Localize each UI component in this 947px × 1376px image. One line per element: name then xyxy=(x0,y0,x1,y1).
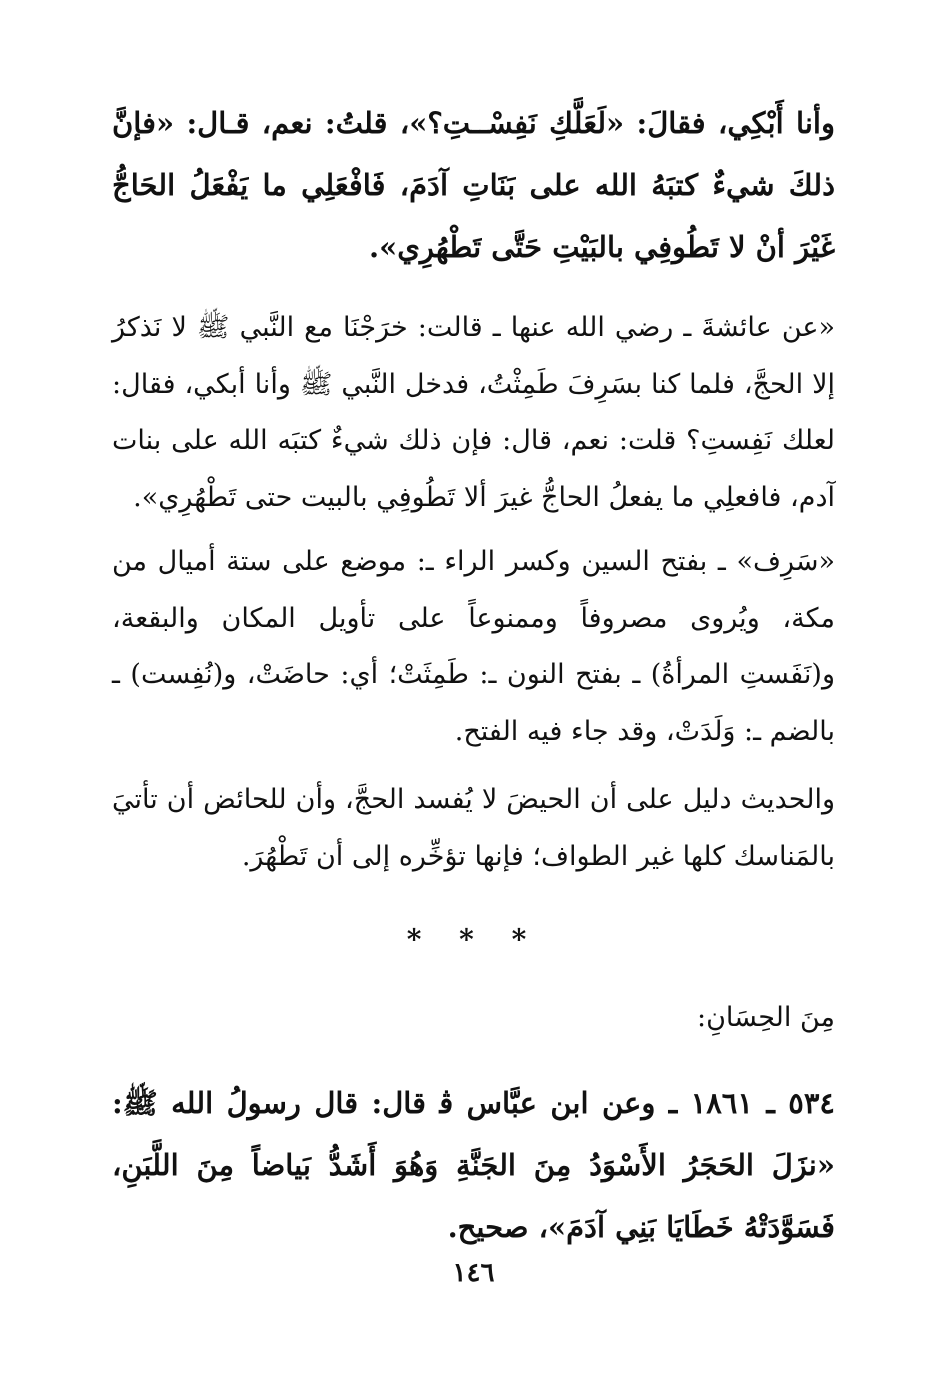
hadith-text-continuation: وأنا أَبْكِي، فقالَ: «لَعَلَّكِ نَفِسْــتِ؟»، قلتُ: نعم، قـال: «فإنَّ ذلكَ شيءٌ كتبَهُ الله على بَنَاتِ آدَمَ، فَافْعَلِي ما يَفْعَلُ الحَاجُّ غَيْرَ أنْ لا تَطُوفِي بالبَيْتِ حَتَّى تَطْهُرِي». xyxy=(112,106,835,264)
section-heading: مِنَ الحِسَانِ: xyxy=(697,1002,835,1033)
section-divider: * * * xyxy=(406,923,541,956)
commentary-quoted-hadith: «عن عائشةَ ـ رضي الله عنها ـ قالت: خرَجْنَا مع النَّبي ﷺ لا نَذكرُ إلا الحجَّ، فلما كنا بسَرِفَ طَمِثْتُ، فدخل النَّبي ﷺ وأنا أبكي، فقال: لعلك نَفِستِ؟ قلت: نعم، قال: فإن ذلك شيءٌ كتبَه الله على بنات آدم، فافعلِي ما يفعلُ الحاجُّ غيرَ ألا تَطُوفِي بالبيت حتى تَطْهُرِي». xyxy=(112,312,835,513)
commentary-explanation: «سَرِف» ـ بفتح السين وكسر الراء ـ: موضع على ستة أميال من مكة، ويُروى مصروفاً وممنوعاً على تأويل المكان والبقعة، و(نَفَستِ المرأةُ) ـ بفتح النون ـ: طَمِثَتْ؛ أي: حاضَتْ، و(نُفِست) ـ بالضم ـ: وَلَدَتْ، وقد جاء فيه الفتح. xyxy=(112,546,835,747)
hadith-entry: ٥٣٤ ـ ١٨٦١ ـ وعن ابن عبَّاس ﭬ قال: قال رسولُ الله ﷺ: «نزَلَ الحَجَرُ الأَسْوَدُ مِنَ الجَنَّةِ وَهُوَ أَشَدُّ بَياضاً مِنَ اللَّبَنِ، فَسَوَّدَتْهُ خَطَايَا بَنِي آدَمَ»، صحيح. xyxy=(112,1086,835,1244)
page-number: ١٤٦ xyxy=(452,1258,495,1288)
commentary-ruling: والحديث دليل على أن الحيضَ لا يُفسد الحجَّ، وأن للحائض أن تأتيَ بالمَناسك كلها غير الطواف؛ فإنها تؤخِّره إلى أن تَطْهُرَ. xyxy=(112,784,835,872)
